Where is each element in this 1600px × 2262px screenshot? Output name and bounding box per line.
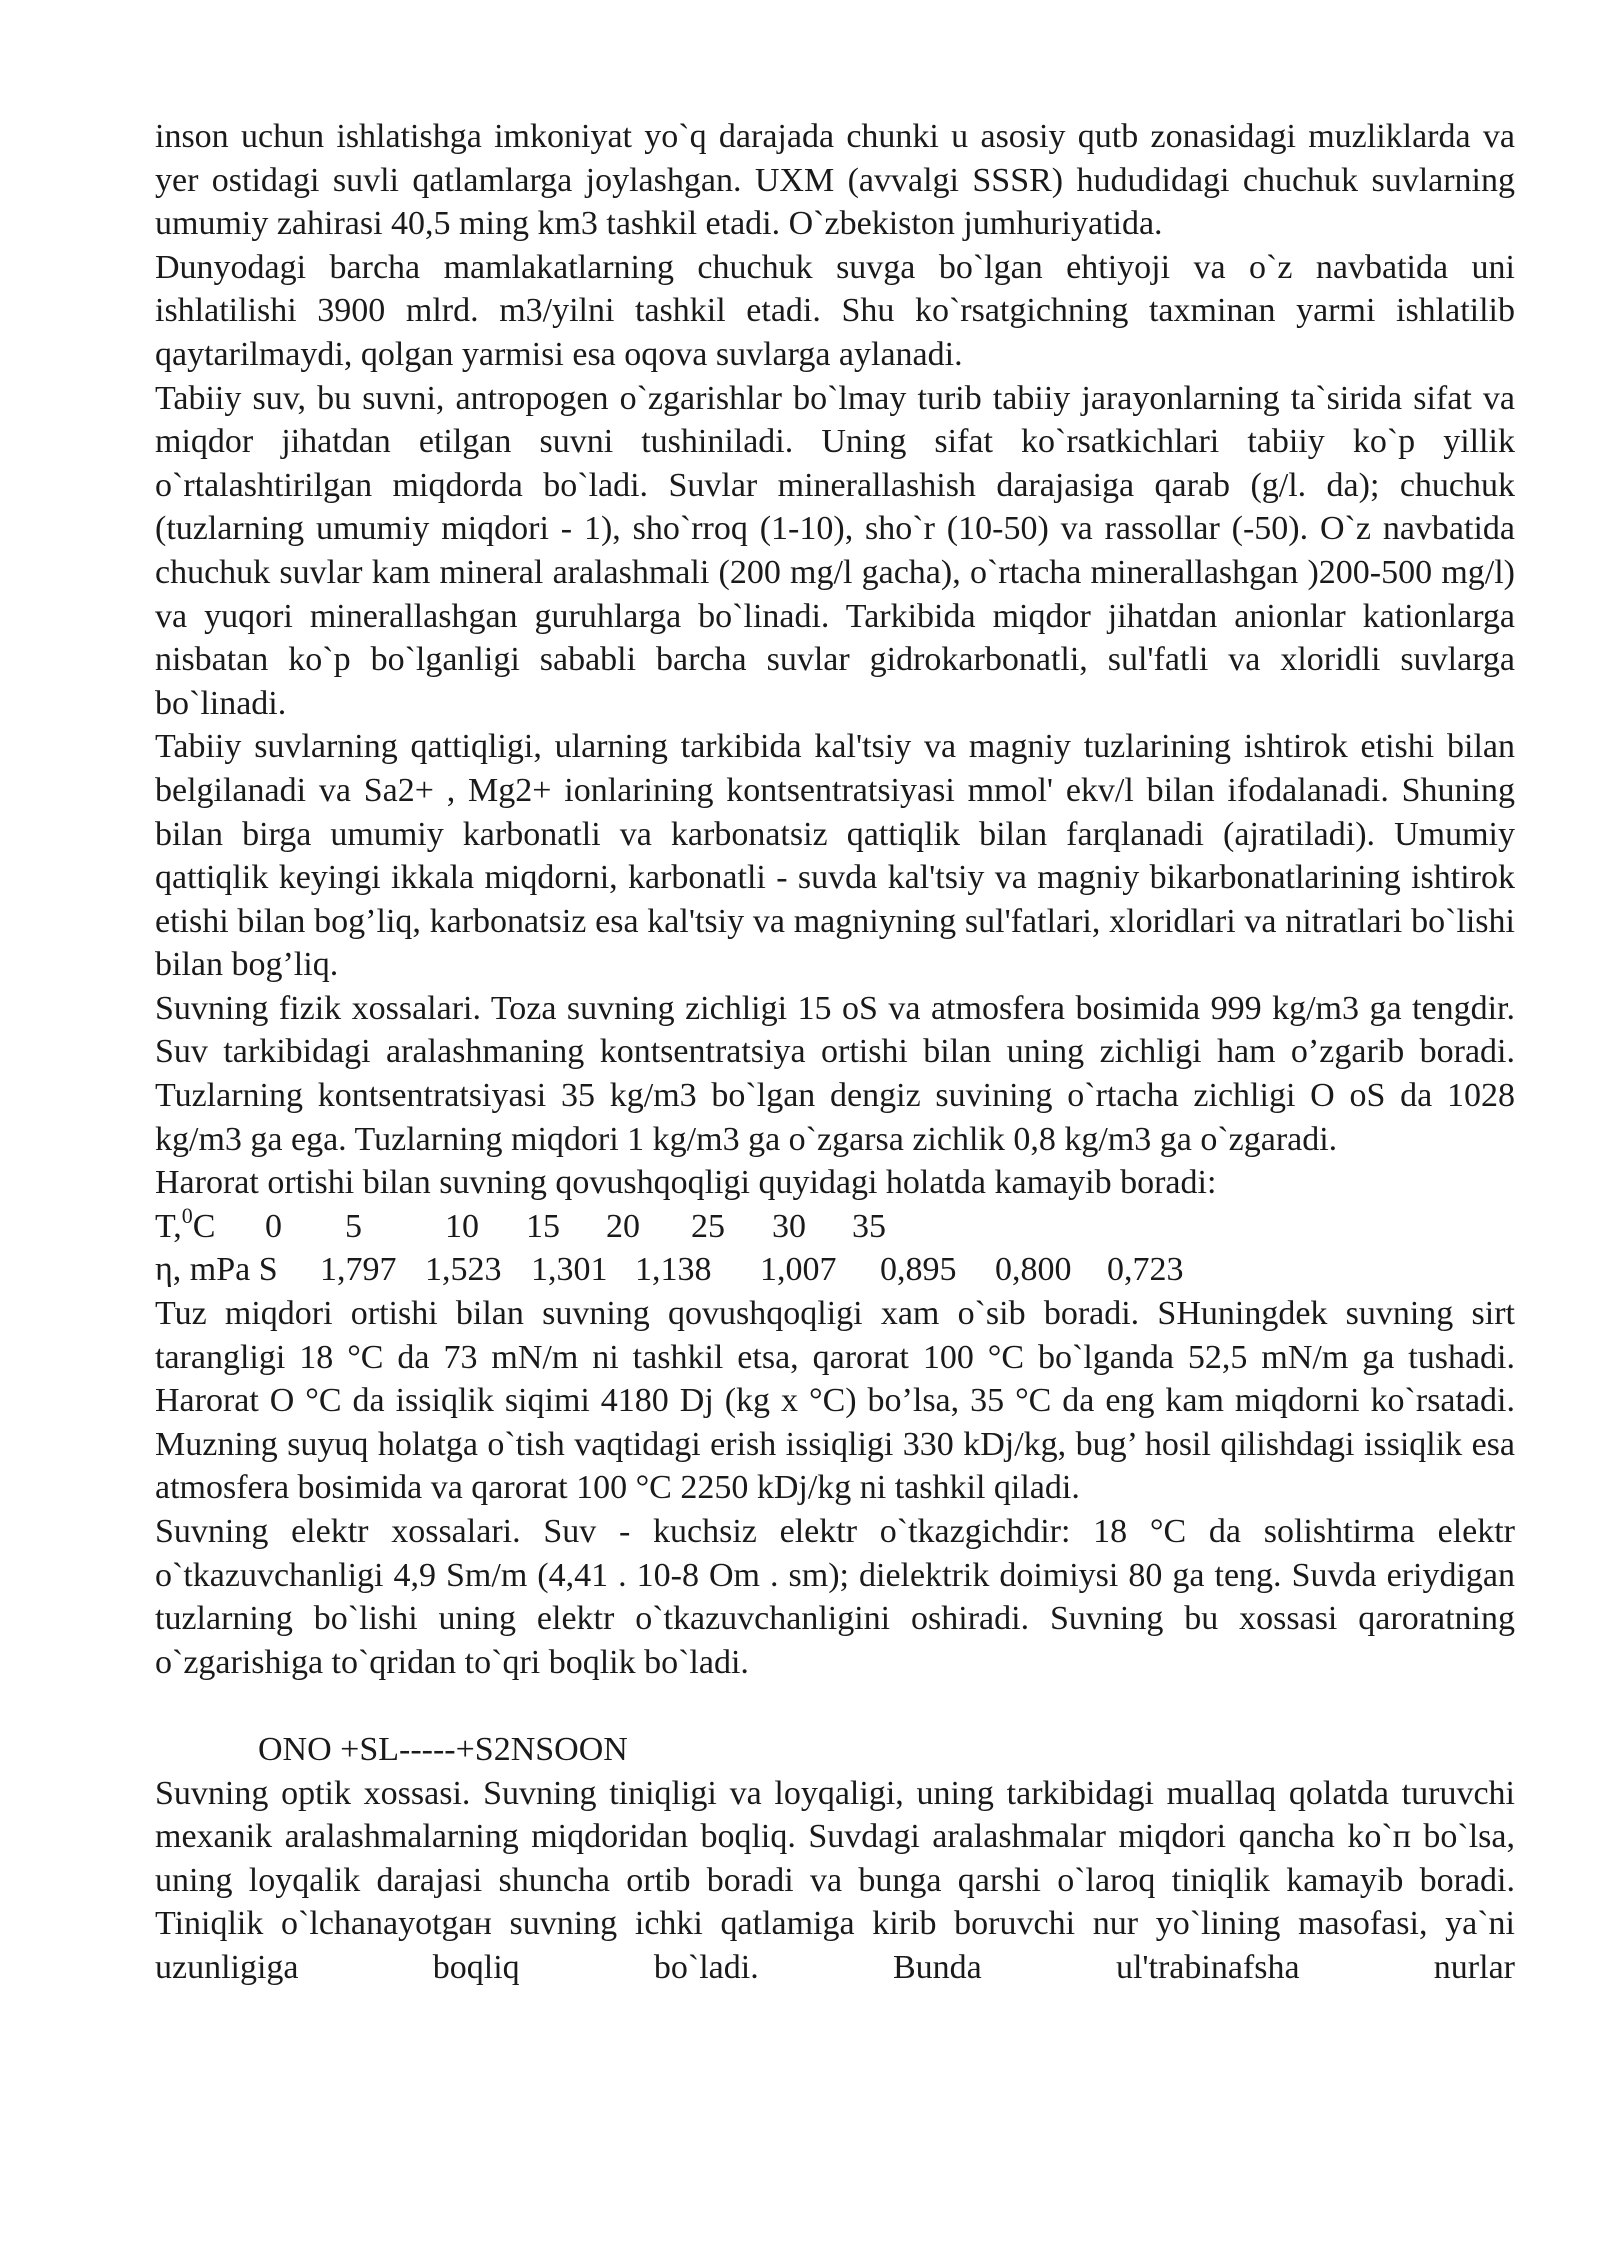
viscosity-value: 1,301 [531, 1251, 608, 1289]
temperature-value: 0 [265, 1207, 282, 1245]
paragraph-viscosity-intro: Harorat ortishi bilan suvning qovushqoqligi quyidagi holatda kamayib boradi: [155, 1164, 1217, 1202]
blank-line [155, 1684, 1515, 1728]
chemical-formula: ONO +SL-----+S2NSOON [258, 1730, 628, 1768]
viscosity-value: 1,007 [760, 1251, 837, 1289]
temperature-value: 35 [852, 1207, 886, 1245]
paragraph-freshwater-reserves: inson uchun ishlatishga imkoniyat yo`q darajada chunki u asosiy qutb zonasidagi muzliklarda va yer ostidagi suvli qatlamlarga joylashgan. UXM (avvalgi SSSR) hududidagi chuchuk suvlarning umumiy zahirasi 40,5 ming km3 tashkil etadi. O`zbekiston jumhuriyatida. [155, 118, 1515, 243]
temperature-value: 5 [345, 1207, 362, 1245]
viscosity-value: 1,138 [635, 1251, 712, 1289]
temperature-value: 30 [772, 1207, 806, 1245]
viscosity-value: 0,723 [1107, 1251, 1184, 1289]
temperature-value: 10 [445, 1207, 479, 1245]
viscosity-values-row [155, 1248, 1515, 1292]
viscosity-value: 0,895 [880, 1251, 957, 1289]
temperature-label: T,$^0$C [155, 1202, 216, 1245]
paragraph-water-hardness: Tabiiy suvlarning qattiqligi, ularning tarkibida kal'tsiy va magniy tuzlarining ishtirok etishi bilan belgilanadi va Sa2+ , Mg2+ ionlarining kontsentratsiyasi mmol' ekv/l bilan ifodalanadi. Shuning bilan birga umumiy karbonatli va karbonatsiz qattiqlik bilan farqlanadi (ajratiladi). Umumiy qattiqlik keyingi ikkala miqdorni, karbonatli - suvda kal'tsiy va magniy bikarbonatlarining ishtirok etishi bilan bog’liq, karbonatsiz esa kal'tsiy va magniyning sul'fatlari, xloridlari va nitratlari bo`lishi bilan bog’liq. [155, 728, 1515, 984]
viscosity-value: 1,797 [320, 1251, 397, 1289]
temperature-value: 15 [526, 1207, 560, 1245]
viscosity-value: 0,800 [995, 1251, 1072, 1289]
paragraph-natural-water: Tabiiy suv, bu suvni, antropogen o`zgarishlar bo`lmay turib tabiiy jarayonlarning ta`sirida sifat va miqdor jihatdan etilgan suvni tushiniladi. Uning sifat ko`rsatkichlari tabiiy ko`p yillik o`rtalashtirilgan miqdorda bo`ladi. Suvlar minerallashish darajasiga qarab (g/l. da); chuchuk (tuzlarning umumiy miqdori - 1), sho`rroq (1-10), sho`r (10-50) va rassollar (-50). O`z navbatida chuchuk suvlar kam mineral aralashmali (200 mg/l gacha), o`rtacha minerallashgan )200-500 mg/l) va yuqori minerallashgan guruhlarga bo`linadi. Tarkibida miqdor jihatdan anionlar kationlarga nisbatan ko`p bo`lganligi sababli barcha suvlar gidrokarbonatli, sul'fatli va xloridli suvlarga bo`linadi. [155, 379, 1515, 722]
viscosity-value: 1,523 [425, 1251, 502, 1289]
paragraph-electrical-properties: Suvning elektr xossalari. Suv - kuchsiz elektr o`tkazgichdir: 18 °C da solishtirma elektr o`tkazuvchanligi 4,9 Sm/m (4,41 . 10-8 Om . sm); dielektrik doimiysi 80 ga teng. Suvda eriydigan tuzlarning bo`lishi uning elektr o`tkazuvchanligini oshiradi. Suvning bu xossasi qaroratning o`zgarishiga to`qridan to`qri boqlik bo`ladi. [155, 1513, 1515, 1681]
viscosity-temperature-row [155, 1202, 1515, 1249]
viscosity-label: η, mPa S [155, 1251, 278, 1289]
temperature-value: 25 [691, 1207, 725, 1245]
paragraph-physical-properties: Suvning fizik xossalari. Toza suvning zichligi 15 oS va atmosfera bosimida 999 kg/m3 ga tengdir. Suv tarkibidagi aralashmaning kontsentratsiya ortishi bilan uning zichligi ham o’zgarib boradi. Tuzlarning kontsentratsiyasi 35 kg/m3 bo`lgan dengiz suvining o`rtacha zichligi O oS da 1028 kg/m3 ga ega. Tuzlarning miqdori 1 kg/m3 ga o`zgarsa zichlik 0,8 kg/m3 ga o`zgaradi. [155, 989, 1515, 1158]
document-page [155, 115, 1515, 1990]
paragraph-surface-tension: Tuz miqdori ortishi bilan suvning qovushqoqligi xam o`sib boradi. SHuningdek suvning sirt tarangligi 18 °C da 73 mN/m ni tashkil etsa, qarorat 100 °C bo`lganda 52,5 mN/m ga tushadi. Harorat O °C da issiqlik siqimi 4180 Dj (kg x °C) bo’lsa, 35 °C da eng kam miqdorni ko`rsatadi. Muzning suyuq holatga o`tish vaqtidagi erish issiqligi 330 kDj/kg, bug’ hosil qilishdagi issiqlik esa atmosfera bosimida va qarorat 100 °C 2250 kDj/kg ni tashkil qiladi. [155, 1295, 1515, 1507]
paragraph-water-consumption: Dunyodagi barcha mamlakatlarning chuchuk suvga bo`lgan ehtiyoji va o`z navbatida uni ishlatilishi 3900 mlrd. m3/yilni tashkil etadi. Shu ko`rsatgichning taxminan yarmi ishlatilib qaytarilmaydi, qolgan yarmisi esa oqova suvlarga aylanadi. [155, 248, 1515, 373]
paragraph-optical-properties: Suvning optik xossasi. Suvning tiniqligi va loyqaligi, uning tarkibidagi muallaq qolatda turuvchi mexanik aralashmalarning miqdoridan boqliq. Suvdagi aralashmalar miqdori qancha ko`п bo`lsa, uning loyqalik darajasi shuncha ortib boradi va bunga qarshi o`laroq tiniqlik kamayib boradi. Tiniqlik o`lchanayotgaн suvning ichki qatlamiga kirib boruvchi nur yo`lining masofasi, ya`ni uzunligiga boqliq bo`ladi. Bunda ul'trabinafsha nurlar [155, 1774, 1515, 1986]
temperature-value: 20 [606, 1207, 640, 1245]
